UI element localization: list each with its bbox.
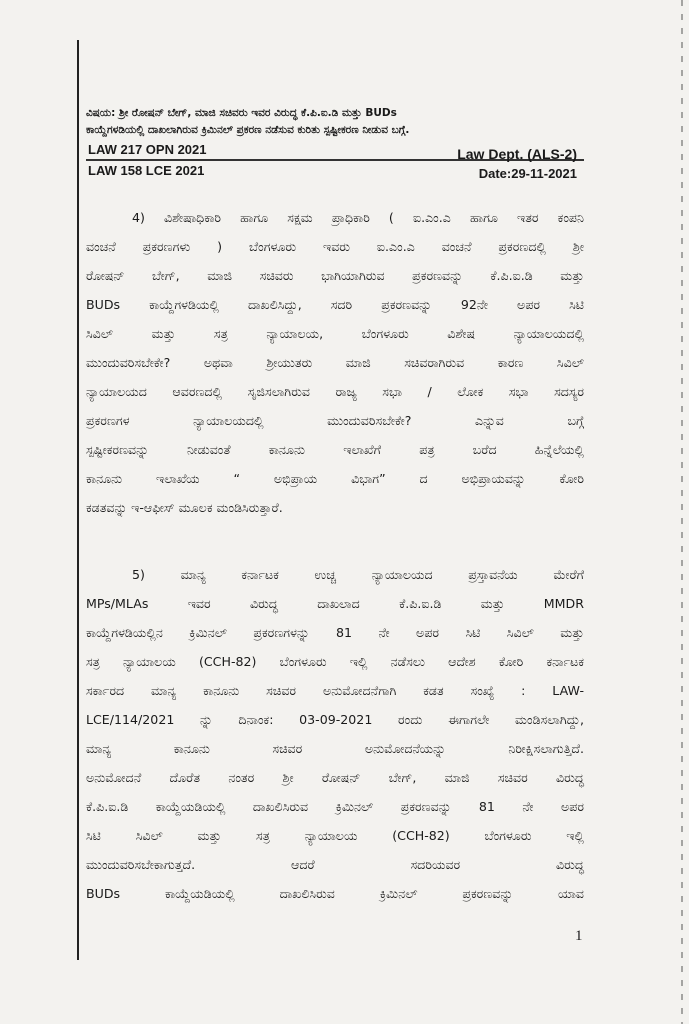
text-line: 4) ವಿಶೇಷಾಧಿಕಾರಿ ಹಾಗೂ ಸಕ್ಷಮ ಪ್ರಾಧಿಕಾರಿ ( ಐ.ಎಂ.ಎ ಹಾಗೂ ಇತರ ಕಂಪನಿ	[132, 210, 584, 225]
document-date: Date:29-11-2021	[478, 166, 577, 181]
text-line: ಮುಂದುವರಿಸಬೇಕಾಗುತ್ತದೆ. ಆದರೆ ಸದರಿಯವರ ವಿರುದ್ಧ	[86, 857, 584, 872]
text-line: BUDs ಕಾಯ್ದೆಗಳಡಿಯಲ್ಲಿ ದಾಖಲಿಸಿದ್ದು, ಸದರಿ ಪ್ರಕರಣವನ್ನು 92ನೇ ಅಪರ ಸಿಟಿ	[86, 297, 584, 312]
left-margin-line	[77, 40, 79, 960]
text-line: ಅನುಮೋದನೆ ದೊರೆತ ನಂತರ ಶ್ರೀ ರೋಷನ್ ಬೇಗ್, ಮಾಜಿ ಸಚಿವರ ವಿರುದ್ಧ	[86, 770, 584, 785]
file-reference-2: LAW 158 LCE 2021	[88, 163, 205, 178]
paragraph-4	[86, 203, 584, 522]
text-line: ಮಾನ್ಯ ಕಾನೂನು ಸಚಿವರ ಅನುಮೋದನೆಯನ್ನು ನಿರೀಕ್ಷಿಸಲಾಗುತ್ತಿದೆ.	[86, 741, 584, 756]
subject-block	[86, 105, 586, 139]
page-number: 1	[575, 928, 583, 944]
text-line: ಸ್ಪಷ್ಟೀಕರಣವನ್ನು ನೀಡುವಂತೆ ಕಾನೂನು ಇಲಾಖೆಗೆ ಪತ್ರ ಬರೆದ ಹಿನ್ನೆಲೆಯಲ್ಲಿ	[86, 442, 584, 457]
text-line: ಕಾಯ್ದೆಗಳಡಿಯಲ್ಲಿನ ಕ್ರಿಮಿನಲ್ ಪ್ರಕರಣಗಳನ್ನು 81 ನೇ ಅಪರ ಸಿಟಿ ಸಿವಿಲ್ ಮತ್ತು	[86, 625, 584, 640]
subject-line-2: ಕಾಯ್ದೆಗಳಡಿಯಲ್ಲಿ ದಾಖಲಾಗಿರುವ ಕ್ರಿಮಿನಲ್ ಪ್ರಕರಣ ನಡೆಸುವ ಕುರಿತು ಸ್ಪಷ್ಟೀಕರಣ ನೀಡುವ ಬಗ್ಗೆ.	[86, 124, 410, 136]
text-line: 5) ಮಾನ್ಯ ಕರ್ನಾಟಕ ಉಚ್ಚ ನ್ಯಾಯಾಲಯದ ಪ್ರಸ್ತಾವನೆಯ ಮೇರೆಗೆ	[132, 567, 584, 582]
subject-line-1: ವಿಷಯ: ಶ್ರೀ ರೋಷನ್ ಬೇಗ್, ಮಾಜಿ ಸಚಿವರು ಇವರ ವಿರುದ್ಧ ಕೆ.ಪಿ.ಐ.ಡಿ ಮತ್ತು BUDs	[86, 107, 397, 119]
text-line: ಸಿಟಿ ಸಿವಿಲ್ ಮತ್ತು ಸತ್ರ ನ್ಯಾಯಾಲಯ (CCH-82) ಬೆಂಗಳೂರು ಇಲ್ಲಿ	[86, 828, 584, 843]
file-reference-1: LAW 217 OPN 2021	[88, 142, 207, 157]
text-line: ಮುಂದುವರಿಸಬೇಕೇ? ಅಥವಾ ಶ್ರೀಯುತರು ಮಾಜಿ ಸಚಿವರಾಗಿರುವ ಕಾರಣ ಸಿವಿಲ್	[86, 355, 584, 370]
text-line: ಕೆ.ಪಿ.ಐ.ಡಿ ಕಾಯ್ದೆಯಡಿಯಲ್ಲಿ ದಾಖಲಿಸಿರುವ ಕ್ರಿಮಿನಲ್ ಪ್ರಕರಣವನ್ನು 81 ನೇ ಅಪರ	[86, 799, 584, 814]
paragraph-5	[86, 560, 584, 908]
page-edge-shadow	[681, 0, 683, 1024]
text-line: ಕಡತವನ್ನು ಇ-ಆಫೀಸ್ ಮೂಲಕ ಮಂಡಿಸಿರುತ್ತಾರೆ.	[86, 500, 283, 515]
text-line: BUDs ಕಾಯ್ದೆಯಡಿಯಲ್ಲಿ ದಾಖಲಿಸಿರುವ ಕ್ರಿಮಿನಲ್ ಪ್ರಕರಣವನ್ನು ಯಾವ	[86, 886, 584, 901]
text-line: ಪ್ರಕರಣಗಳ ನ್ಯಾಯಾಲಯದಲ್ಲಿ ಮುಂದುವರಿಸಬೇಕೇ? ಎನ್ನುವ ಬಗ್ಗೆ	[86, 413, 584, 428]
department-label: Law Dept. (ALS-2)	[457, 146, 577, 162]
text-line: ಸತ್ರ ನ್ಯಾಯಾಲಯ (CCH-82) ಬೆಂಗಳೂರು ಇಲ್ಲಿ ನಡೆಸಲು ಆದೇಶ ಕೋರಿ ಕರ್ನಾಟಕ	[86, 654, 584, 669]
text-line: ಸರ್ಕಾರದ ಮಾನ್ಯ ಕಾನೂನು ಸಚಿವರ ಅನುಮೋದನೆಗಾಗಿ ಕಡತ ಸಂಖ್ಯೆ : LAW-	[86, 683, 584, 698]
text-line: ರೋಷನ್ ಬೇಗ್, ಮಾಜಿ ಸಚಿವರು ಭಾಗಿಯಾಗಿರುವ ಪ್ರಕರಣವನ್ನು ಕೆ.ಪಿ.ಐ.ಡಿ ಮತ್ತು	[86, 268, 584, 283]
text-line: ಕಾನೂನು ಇಲಾಖೆಯ “ ಅಭಿಪ್ರಾಯ ವಿಭಾಗ” ದ ಅಭಿಪ್ರಾಯವನ್ನು ಕೋರಿ	[86, 471, 584, 486]
text-line: ವಂಚನೆ ಪ್ರಕರಣಗಳು ) ಬೆಂಗಳೂರು ಇವರು ಐ.ಎಂ.ಎ ವಂಚನೆ ಪ್ರಕರಣದಲ್ಲಿ ಶ್ರೀ	[86, 239, 584, 254]
text-line: ಸಿವಿಲ್ ಮತ್ತು ಸತ್ರ ನ್ಯಾಯಾಲಯ, ಬೆಂಗಳೂರು ವಿಶೇಷ ನ್ಯಾಯಾಲಯದಲ್ಲಿ	[86, 326, 584, 341]
text-line: MPs/MLAs ಇವರ ವಿರುದ್ಧ ದಾಖಲಾದ ಕೆ.ಪಿ.ಐ.ಡಿ ಮತ್ತು MMDR	[86, 596, 584, 611]
text-line: ನ್ಯಾಯಾಲಯದ ಆವರಣದಲ್ಲಿ ಸೃಜಿಸಲಾಗಿರುವ ರಾಜ್ಯ ಸಭಾ / ಲೋಕ ಸಭಾ ಸದಸ್ಯರ	[86, 384, 584, 399]
text-line: LCE/114/2021 ನ್ನು ದಿನಾಂಕ: 03-09-2021 ರಂದು ಈಗಾಗಲೇ ಮಂಡಿಸಲಾಗಿದ್ದು,	[86, 712, 584, 727]
